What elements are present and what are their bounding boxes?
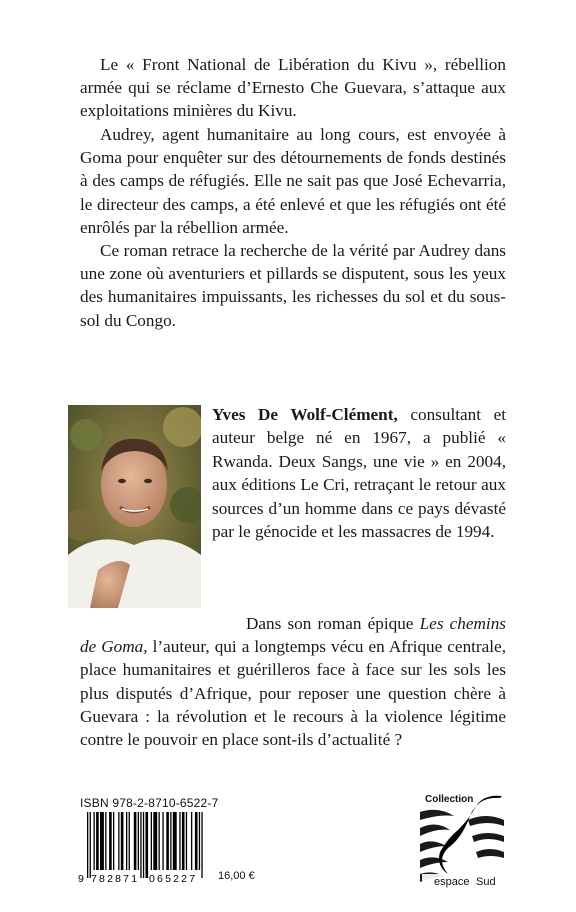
author-name: Yves De Wolf-Clément, — [212, 405, 398, 424]
barcode-bar — [153, 812, 157, 870]
barcode-bar — [118, 812, 119, 870]
logo-word-collection: Collection — [425, 794, 474, 805]
barcode-bar — [109, 812, 112, 870]
barcode-bar — [87, 812, 88, 878]
barcode — [77, 812, 209, 884]
logo-word-espace: espace — [434, 876, 470, 888]
barcode-bar — [134, 812, 137, 870]
barcode-bar — [182, 812, 185, 870]
barcode-bar — [138, 812, 139, 870]
barcode-bar — [126, 812, 127, 870]
price: 16,00 € — [218, 870, 255, 882]
barcode-bar — [195, 812, 198, 870]
closing-paragraph — [80, 612, 506, 751]
barcode-bar — [199, 812, 200, 870]
barcode-bar — [170, 812, 171, 870]
barcode-bar — [186, 812, 187, 870]
synopsis-paragraph-3: Ce roman retrace la recherche de la vérité par Audrey dans une zone où aventuriers et pillards se disputent, sous les yeux des humanitaires impuissants, les richesses du sol et du sous-sol du Congo. — [80, 241, 506, 330]
barcode-digits-right: 065227 — [149, 873, 198, 884]
barcode-bar — [121, 812, 124, 870]
barcode-digits-left: 782871 — [91, 873, 140, 884]
barcode-bar — [179, 812, 180, 870]
barcode-bar — [173, 812, 177, 870]
isbn-label: ISBN 978-2-8710-6522-7 — [80, 796, 219, 810]
barcode-bar — [140, 812, 141, 878]
barcode-bar — [105, 812, 106, 870]
barcode-bar — [146, 812, 149, 878]
author-bio-text: consultant et auteur belge né en 1967, a publié « Rwanda. Deux Sangs, une vie » en 2004, aux éditions Le Cri, retraçant le retour aux sources d’un homme dans ce pays dévasté par le génocide et les massacres de 1994. — [212, 405, 506, 542]
barcode-bar — [143, 812, 144, 878]
synopsis-paragraph-1: Le « Front National de Libération du Kivu », rébellion armée qui se réclame d’Ernesto Che Guevara, s’attaque aux exploitations minières du Kivu. — [80, 55, 506, 121]
barcode-bar — [94, 812, 95, 870]
author-bio — [212, 403, 506, 543]
barcode-bar — [113, 812, 114, 870]
book-title: Les chemins de Goma, — [80, 614, 506, 657]
barcode-bar — [162, 812, 163, 870]
closing-lead: Dans son roman épique — [246, 614, 420, 633]
barcode-bar — [129, 812, 130, 870]
barcode-bar — [90, 812, 91, 878]
barcode-bar — [201, 812, 202, 878]
collection-logo — [418, 790, 506, 888]
synopsis-paragraph-2: Audrey, agent humanitaire au long cours, est envoyée à Goma pour enquêter sur des détournements de fonds destinés à des camps de réfugiés. Elle ne sait pas que José Echevarria, le directeur des camps, a été enlevé et que les réfugiés ont été enrôlés par la rébellion armée. — [80, 125, 506, 237]
logo-word-sud: Sud — [476, 876, 496, 888]
closing-rest: l’auteur, qui a longtemps vécu en Afrique centrale, place humanitaires et guérilleros face à face sur les sols les plus disputés d’Afrique, pour reposer une question chère à Guevara : la révolution et le recours à la violence légitime contre le pouvoir en place sont-ils d’actualité ? — [80, 637, 506, 750]
author-photo — [68, 405, 201, 608]
barcode-bar — [159, 812, 160, 870]
barcode-bar — [166, 812, 169, 870]
barcode-bar — [96, 812, 99, 870]
barcode-bar — [151, 812, 152, 870]
barcode-bar — [191, 812, 192, 870]
barcode-bar — [100, 812, 104, 870]
barcode-digit-first: 9 — [78, 873, 84, 884]
